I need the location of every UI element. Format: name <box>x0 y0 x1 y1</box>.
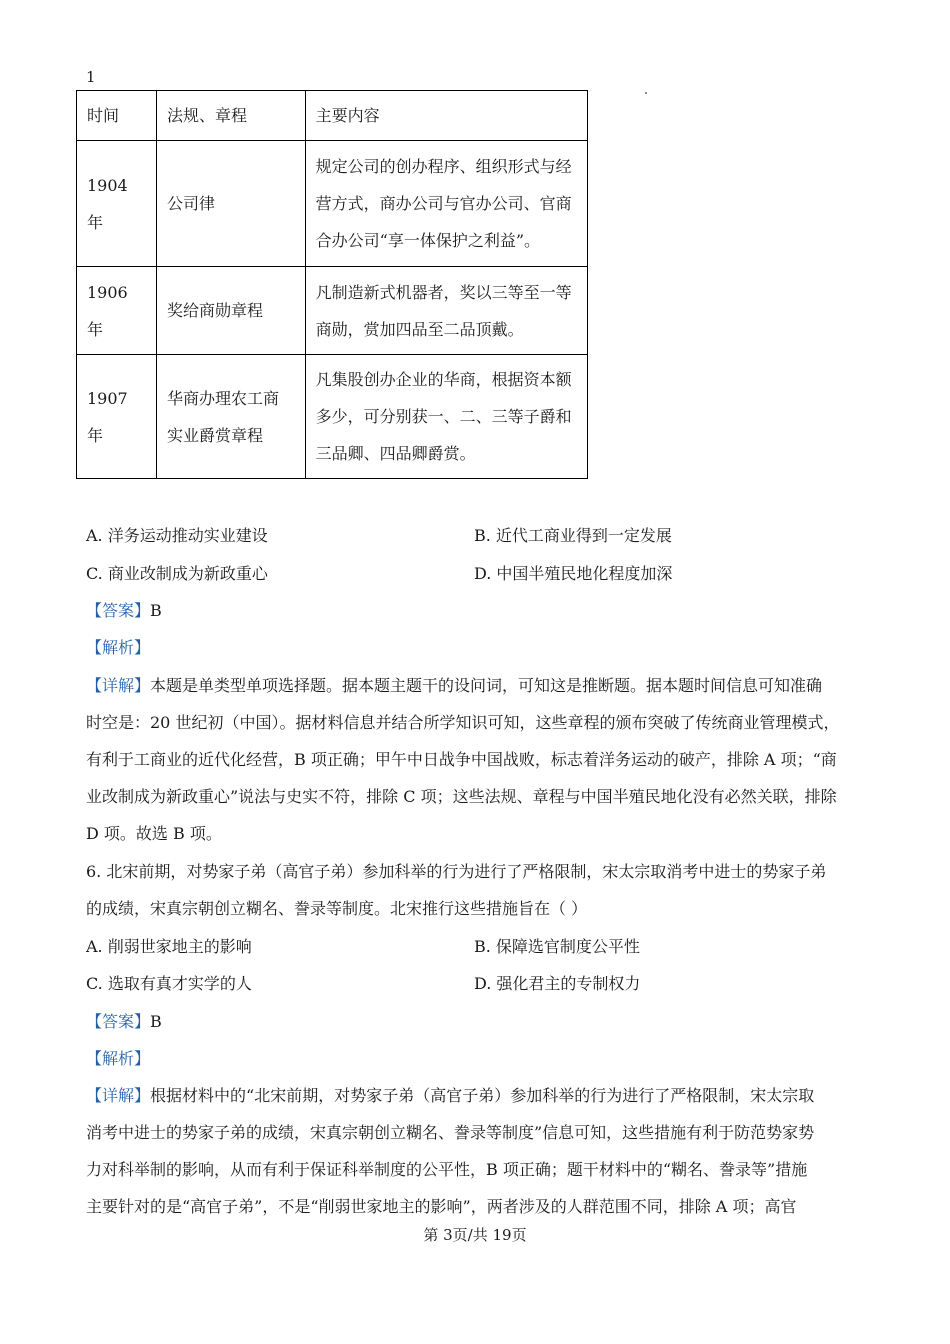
q6-detail <box>86 1077 866 1225</box>
detail-line <box>86 1077 866 1114</box>
detail-text: 根据材料中的“北宋前期，对势家子弟（高官子弟）参加科举的行为进行了严格限制，宋太宗取 <box>150 1086 815 1105</box>
header-content: 主要内容 <box>305 91 587 141</box>
content-line: 规定公司的创办程序、组织形式与经 <box>315 157 572 176</box>
answer-value: B <box>150 601 162 620</box>
answer-tag: 【答案】 <box>86 601 151 620</box>
row-content <box>305 141 587 267</box>
q5-answer <box>86 601 162 621</box>
row-content <box>305 267 587 355</box>
stem-line: 6. 北宋前期，对势家子弟（高官子弟）参加科举的行为进行了严格限制，宋太宗取消考中进士的势家子弟 <box>86 862 827 881</box>
row-year: 1907 年 <box>77 355 157 479</box>
header-time: 时间 <box>77 91 157 141</box>
q5-option-b: B. 近代工商业得到一定发展 <box>474 526 672 545</box>
q5-option-c: C. 商业改制成为新政重心 <box>86 564 268 583</box>
content-line: 营方式，商办公司与官办公司、官商 <box>315 194 572 213</box>
q6-option-c: C. 选取有真才实学的人 <box>86 974 252 993</box>
detail-tag: 【详解】 <box>86 676 151 695</box>
laws-table <box>76 90 588 479</box>
q6-answer <box>86 1012 162 1032</box>
table-row <box>77 141 588 267</box>
content-line: 商勋，赏加四品至二品顶戴。 <box>315 319 524 339</box>
detail-line: 有利于工商业的近代化经营，B 项正确；甲午中日战争中国战败，标志着洋务运动的破产，排除 A 项；“商 <box>86 750 837 769</box>
answer-tag: 【答案】 <box>86 1012 151 1031</box>
answer-value: B <box>150 1012 162 1031</box>
header-law: 法规、章程 <box>156 91 305 141</box>
table-row <box>77 355 588 479</box>
row-law-name <box>156 267 305 355</box>
q5-option-a: A. 洋务运动推动实业建设 <box>86 526 268 545</box>
q6-option-a: A. 削弱世家地主的影响 <box>86 937 252 956</box>
row-year: 1904 年 <box>77 141 157 267</box>
content-line: 多少，可分别获一、二、三等子爵和 <box>315 407 572 426</box>
detail-line: 业改制成为新政重心”说法与史实不符，排除 C 项；这些法规、章程与中国半殖民地化没有必然关联，排除 <box>86 787 837 806</box>
q6-option-d: D. 强化君主的专制权力 <box>474 974 641 993</box>
row-law-name <box>156 141 305 267</box>
q5-analysis-tag: 【解析】 <box>86 638 151 657</box>
q6-option-b: B. 保障选官制度公平性 <box>474 937 640 956</box>
q5-detail <box>86 667 866 852</box>
content-line: 三品卿、四品卿爵赏。 <box>315 444 476 463</box>
page-footer: 第 3页/共 19页 <box>423 1226 527 1244</box>
detail-text: 本题是单类型单项选择题。据本题主题干的设问词，可知这是推断题。据本题时间信息可知准确 <box>150 676 823 695</box>
stem-line: 的成绩，宋真宗朝创立糊名、誊录等制度。北宋推行这些措施旨在（ ） <box>86 899 588 918</box>
detail-line: 时空是：20 世纪初（中国）。据材料信息并结合所学知识可知，这些章程的颁布突破了传统商业管理模式， <box>86 713 840 732</box>
detail-line: 消考中进士的势家子弟的成绩，宋真宗朝创立糊名、誊录等制度”信息可知，这些措施有利于防范势家势 <box>86 1123 815 1142</box>
table-row <box>77 267 588 355</box>
detail-line: 力对科举制的影响，从而有利于保证科举制度的公平性，B 项正确；题干材料中的“糊名、誊录等”措施 <box>86 1160 808 1179</box>
detail-tag: 【详解】 <box>86 1086 151 1105</box>
content-line: 合办公司“享一体保护之利益”。 <box>315 231 541 250</box>
table-header-row <box>77 91 588 141</box>
row-content <box>305 355 587 479</box>
detail-line <box>86 667 866 704</box>
law-name-line: 实业爵赏章程 <box>166 425 263 445</box>
stray-dot <box>645 92 647 94</box>
detail-line: D 项。故选 B 项。 <box>86 824 222 843</box>
law-name-line: 华商办理农工商 <box>166 388 279 408</box>
content-line: 凡集股创办企业的华商，根据资本额 <box>315 370 572 389</box>
q5-option-d: D. 中国半殖民地化程度加深 <box>474 564 673 583</box>
page-marker: 1 <box>86 68 96 86</box>
q6-analysis-tag: 【解析】 <box>86 1049 151 1068</box>
detail-line: 主要针对的是“高官子弟”，不是“削弱世家地主的影响”，两者涉及的人群范围不同，排除 A 项；高官 <box>86 1197 797 1216</box>
law-name-line: 奖给商勋章程 <box>166 301 263 320</box>
q6-stem <box>86 853 866 927</box>
row-law-name <box>156 355 305 479</box>
content-line: 凡制造新式机器者，奖以三等至一等 <box>315 282 572 302</box>
law-name-line: 公司律 <box>166 194 215 213</box>
row-year: 1906 年 <box>77 267 157 355</box>
